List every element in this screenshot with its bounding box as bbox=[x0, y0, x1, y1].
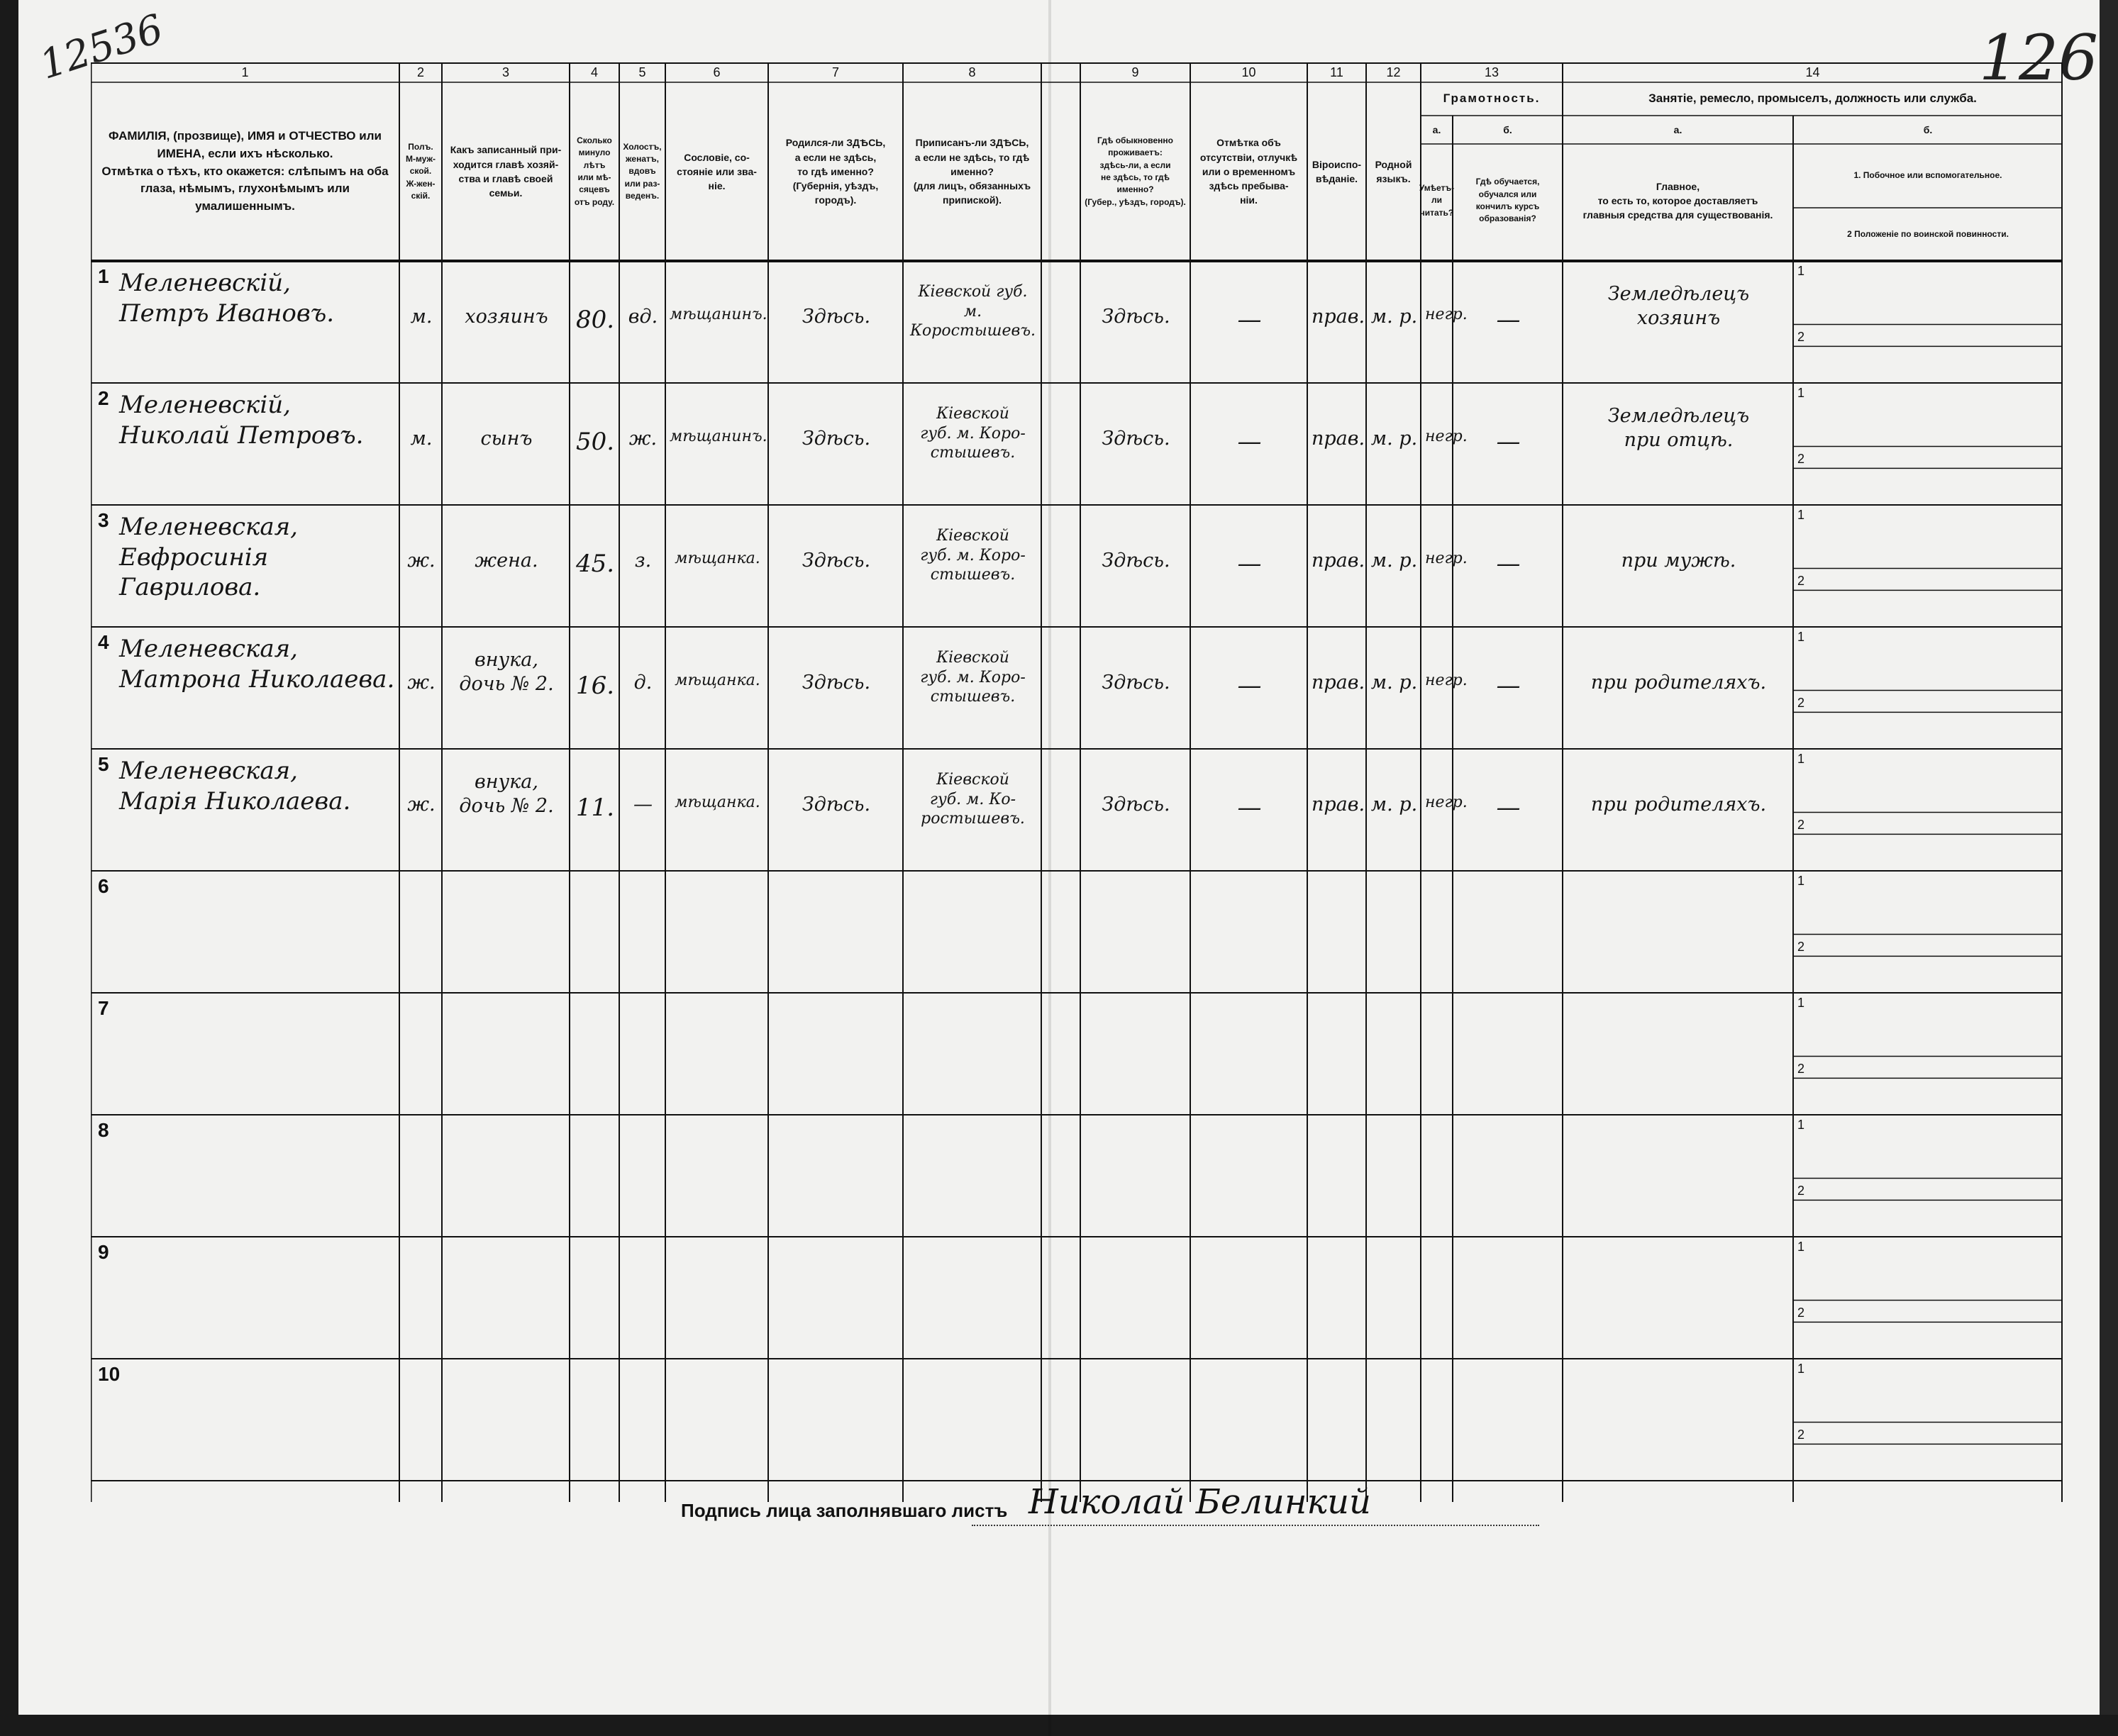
cell-born: Здѣсь. bbox=[802, 794, 871, 816]
cell-marital: з. bbox=[634, 550, 652, 572]
subrow-label: 2 bbox=[1797, 574, 1805, 589]
subrow-label: 1 bbox=[1797, 630, 1805, 644]
cell-absence: — bbox=[1237, 306, 1262, 334]
subrow-label: 1 bbox=[1797, 1240, 1805, 1254]
cell-occupation: Земледѣлецъ хозяинъ bbox=[1607, 283, 1750, 329]
subrow-label: 2 bbox=[1797, 696, 1805, 711]
column-number: 6 bbox=[713, 65, 721, 79]
cell-marital: ж. bbox=[628, 428, 658, 450]
column-number: 1 bbox=[241, 65, 249, 79]
cell-registered: Кіевской губ. м. Коростышевъ. bbox=[909, 283, 1036, 340]
column-number: 12 bbox=[1386, 65, 1401, 79]
cell-relation: сынъ bbox=[480, 428, 533, 450]
subrow-label: 1 bbox=[1797, 264, 1805, 278]
subheader-13a-letter: а. bbox=[1432, 123, 1441, 135]
cell-language: м. р. bbox=[1370, 428, 1418, 450]
subheader-14b-2: 2 Положеніе по воинской повинности. bbox=[1847, 228, 2009, 239]
cell-sex: м. bbox=[410, 428, 433, 450]
subrow-label: 2 bbox=[1797, 1306, 1805, 1320]
cell-sex: ж. bbox=[407, 672, 436, 694]
cell-absence: — bbox=[1237, 428, 1262, 456]
column-header: Приписанъ-ли ЗДѢСЬ, а если не здѣсь, то гдѣ именно? (для лицъ, обязанныхъ припиской). bbox=[913, 137, 1031, 206]
cell-occupation: при родителяхъ. bbox=[1590, 794, 1767, 816]
cell-estate: мѣщанка. bbox=[675, 550, 760, 567]
cell-marital: — bbox=[633, 794, 653, 816]
cell-estate: мѣщанка. bbox=[675, 794, 760, 811]
cell-education: — bbox=[1496, 672, 1521, 700]
cell-name: Меленевская, Матрона Николаева. bbox=[119, 635, 395, 694]
cell-estate: мѣщанка. bbox=[675, 672, 760, 689]
signature-value: Николай Белинкий bbox=[1028, 1482, 1371, 1522]
column-number: 8 bbox=[968, 65, 976, 79]
cell-residence: Здѣсь. bbox=[1102, 428, 1170, 450]
cell-literate: негр. bbox=[1425, 428, 1468, 445]
row-number: 4 bbox=[98, 631, 109, 653]
cell-name: Меленевская, Марія Николаева. bbox=[119, 757, 351, 816]
census-form bbox=[91, 62, 2063, 1566]
subrow-label: 1 bbox=[1797, 1118, 1805, 1132]
cell-residence: Здѣсь. bbox=[1102, 550, 1170, 572]
cell-born: Здѣсь. bbox=[802, 428, 871, 450]
subrow-label: 1 bbox=[1797, 508, 1805, 522]
column-header: Какъ записанный при- ходится главѣ хозяй- ства и главѣ своей семьи. bbox=[450, 144, 562, 199]
cell-absence: — bbox=[1237, 550, 1262, 578]
cell-relation: внука, дочь № 2. bbox=[459, 771, 554, 817]
cell-education: — bbox=[1496, 794, 1521, 822]
row-number: 5 bbox=[98, 753, 109, 775]
sheet-number-stamp: 126 bbox=[1979, 21, 2098, 94]
subrow-label: 1 bbox=[1797, 1362, 1805, 1376]
cell-residence: Здѣсь. bbox=[1102, 794, 1170, 816]
subheader-14a: Главное, то есть то, которое доставляетъ главныя средства для существованія. bbox=[1582, 180, 1773, 221]
subheader-13b-letter: б. bbox=[1503, 123, 1512, 135]
cell-literate: негр. bbox=[1425, 550, 1468, 567]
cell-relation: хозяинъ bbox=[465, 306, 548, 328]
cell-born: Здѣсь. bbox=[802, 306, 871, 328]
cell-residence: Здѣсь. bbox=[1102, 306, 1170, 328]
cell-literate: негр. bbox=[1425, 306, 1468, 323]
column-header: Віроиспо- вѣданіе. bbox=[1312, 158, 1362, 184]
subheader-14b-letter: б. bbox=[1923, 123, 1933, 135]
subrow-label: 2 bbox=[1797, 330, 1805, 345]
scan-edge-right bbox=[2100, 0, 2118, 1736]
signature-line bbox=[972, 1525, 1539, 1526]
column-number: 5 bbox=[638, 65, 646, 79]
signature-label: Подпись лица заполнявшаго листъ bbox=[681, 1500, 1008, 1521]
column-header: Сословіе, со- стояніе или зва- ніе. bbox=[677, 151, 757, 192]
subrow-label: 1 bbox=[1797, 752, 1805, 766]
cell-estate: мѣщанинъ. bbox=[670, 306, 767, 323]
cell-relation: внука, дочь № 2. bbox=[459, 649, 554, 695]
subheader-13b: Гдѣ обучается, обучался или кончилъ курсъ образованія? bbox=[1475, 177, 1540, 224]
cell-age: 80. bbox=[575, 306, 615, 334]
cell-registered: Кіевской губ. м. Коро- стышевъ. bbox=[920, 649, 1026, 706]
cell-marital: вд. bbox=[628, 306, 658, 328]
column-header: Холостъ, женатъ, вдовъ или раз- веденъ. bbox=[623, 141, 662, 201]
cell-registered: Кіевской губ. м. Коро- стышевъ. bbox=[920, 527, 1026, 584]
cell-born: Здѣсь. bbox=[802, 550, 871, 572]
cell-sex: ж. bbox=[407, 550, 436, 572]
cell-literate: негр. bbox=[1425, 672, 1468, 689]
cell-education: — bbox=[1496, 550, 1521, 578]
row-number: 3 bbox=[98, 509, 109, 531]
cell-religion: прав. bbox=[1312, 550, 1365, 572]
row-number: 6 bbox=[98, 875, 109, 897]
column-number: 9 bbox=[1131, 65, 1139, 79]
column-header: Полъ. М-муж- ской. Ж-жен- скій. bbox=[405, 141, 436, 201]
cell-age: 50. bbox=[575, 428, 615, 456]
subrow-label: 1 bbox=[1797, 996, 1805, 1010]
cell-age: 11. bbox=[575, 794, 615, 822]
cell-occupation: Земледѣлецъ при отцѣ. bbox=[1607, 405, 1750, 451]
cell-occupation: при родителяхъ. bbox=[1590, 672, 1767, 694]
cell-religion: прав. bbox=[1312, 794, 1365, 816]
cell-estate: мѣщанинъ. bbox=[670, 428, 767, 445]
cell-registered: Кіевской губ. м. Коро- стышевъ. bbox=[920, 405, 1026, 462]
cell-residence: Здѣсь. bbox=[1102, 672, 1170, 694]
column-number: 4 bbox=[590, 65, 598, 79]
cell-age: 16. bbox=[575, 672, 615, 700]
column-header: Занятіе, ремесло, промыселъ, должность или служба. bbox=[1648, 91, 1977, 106]
archive-number-stamp: 12536 bbox=[34, 6, 169, 89]
column-number: 2 bbox=[416, 65, 424, 79]
cell-absence: — bbox=[1237, 672, 1262, 700]
column-header: Гдѣ обыкновенно проживаетъ: здѣсь-ли, а если не здѣсь, то гдѣ именно? (Губер., уѣздъ, городъ). bbox=[1085, 135, 1186, 207]
column-header: Родился-ли ЗДѢСЬ, а если не здѣсь, то гдѣ именно? (Губернія, уѣздъ, городъ). bbox=[785, 137, 886, 206]
cell-born: Здѣсь. bbox=[802, 672, 871, 694]
row-number: 1 bbox=[98, 265, 109, 287]
subrow-label: 2 bbox=[1797, 452, 1805, 467]
cell-occupation: при мужѣ. bbox=[1621, 550, 1736, 572]
cell-name: Меленевская, Евфросинія Гаврилова. bbox=[119, 513, 298, 601]
subrow-label: 1 bbox=[1797, 386, 1805, 400]
row-number: 7 bbox=[98, 997, 109, 1019]
cell-sex: м. bbox=[410, 306, 433, 328]
cell-religion: прав. bbox=[1312, 672, 1365, 694]
row-number: 9 bbox=[98, 1241, 109, 1263]
column-number: 14 bbox=[1805, 65, 1820, 79]
cell-registered: Кіевской губ. м. Ко- ростышевъ. bbox=[921, 771, 1025, 828]
subrow-label: 2 bbox=[1797, 818, 1805, 833]
subrow-label: 2 bbox=[1797, 1428, 1805, 1442]
cell-religion: прав. bbox=[1312, 428, 1365, 450]
column-header: Сколько минуло лѣтъ или мѣ- сяцевъ отъ роду. bbox=[574, 135, 615, 207]
subrow-label: 2 bbox=[1797, 1184, 1805, 1198]
scan-edge-bottom bbox=[0, 1715, 2118, 1736]
column-header: Родной языкъ. bbox=[1375, 158, 1412, 184]
column-number: 10 bbox=[1241, 65, 1256, 79]
cell-literate: негр. bbox=[1425, 794, 1468, 811]
subrow-label: 2 bbox=[1797, 940, 1805, 955]
cell-religion: прав. bbox=[1312, 306, 1365, 328]
subrow-label: 2 bbox=[1797, 1062, 1805, 1076]
cell-age: 45. bbox=[575, 550, 615, 578]
column-header: Грамотность. bbox=[1443, 91, 1541, 106]
cell-language: м. р. bbox=[1370, 794, 1418, 816]
subheader-13a: Умѣетъ- ли читать? bbox=[1419, 182, 1455, 218]
cell-sex: ж. bbox=[407, 794, 436, 816]
row-number: 10 bbox=[98, 1363, 121, 1385]
column-number: 3 bbox=[501, 65, 509, 79]
column-header: ФАМИЛІЯ, (прозвище), ИМЯ и ОТЧЕСТВО или ИМЕНА, если ихъ нѣсколько. Отмѣтка о тѣхъ, кто окажется: слѣпымъ на оба глаза, нѣмымъ, глухонѣмымъ или умалишеннымъ. bbox=[101, 129, 389, 213]
cell-language: м. р. bbox=[1370, 672, 1418, 694]
cell-marital: д. bbox=[633, 672, 653, 694]
cell-name: Меленевскій, Петръ Ивановъ. bbox=[119, 269, 335, 328]
subheader-14a-letter: а. bbox=[1673, 123, 1682, 135]
column-number: 13 bbox=[1484, 65, 1499, 79]
subrow-label: 1 bbox=[1797, 874, 1805, 888]
row-number: 8 bbox=[98, 1119, 109, 1141]
cell-name: Меленевскій, Николай Петровъ. bbox=[119, 391, 364, 450]
cell-language: м. р. bbox=[1370, 550, 1418, 572]
subheader-14b-1: 1. Побочное или вспомогательное. bbox=[1853, 170, 2002, 181]
column-number: 7 bbox=[831, 65, 839, 79]
row-number: 2 bbox=[98, 387, 109, 409]
column-number: 11 bbox=[1330, 65, 1343, 79]
cell-language: м. р. bbox=[1370, 306, 1418, 328]
cell-education: — bbox=[1496, 428, 1521, 456]
cell-education: — bbox=[1496, 306, 1521, 334]
cell-relation: жена. bbox=[475, 550, 538, 572]
column-header: Отмѣтка объ отсутствіи, отлучкѣ или о временномъ здѣсь пребыва- ніи. bbox=[1199, 137, 1298, 206]
scan-edge-left bbox=[0, 0, 18, 1736]
cell-absence: — bbox=[1237, 794, 1262, 822]
